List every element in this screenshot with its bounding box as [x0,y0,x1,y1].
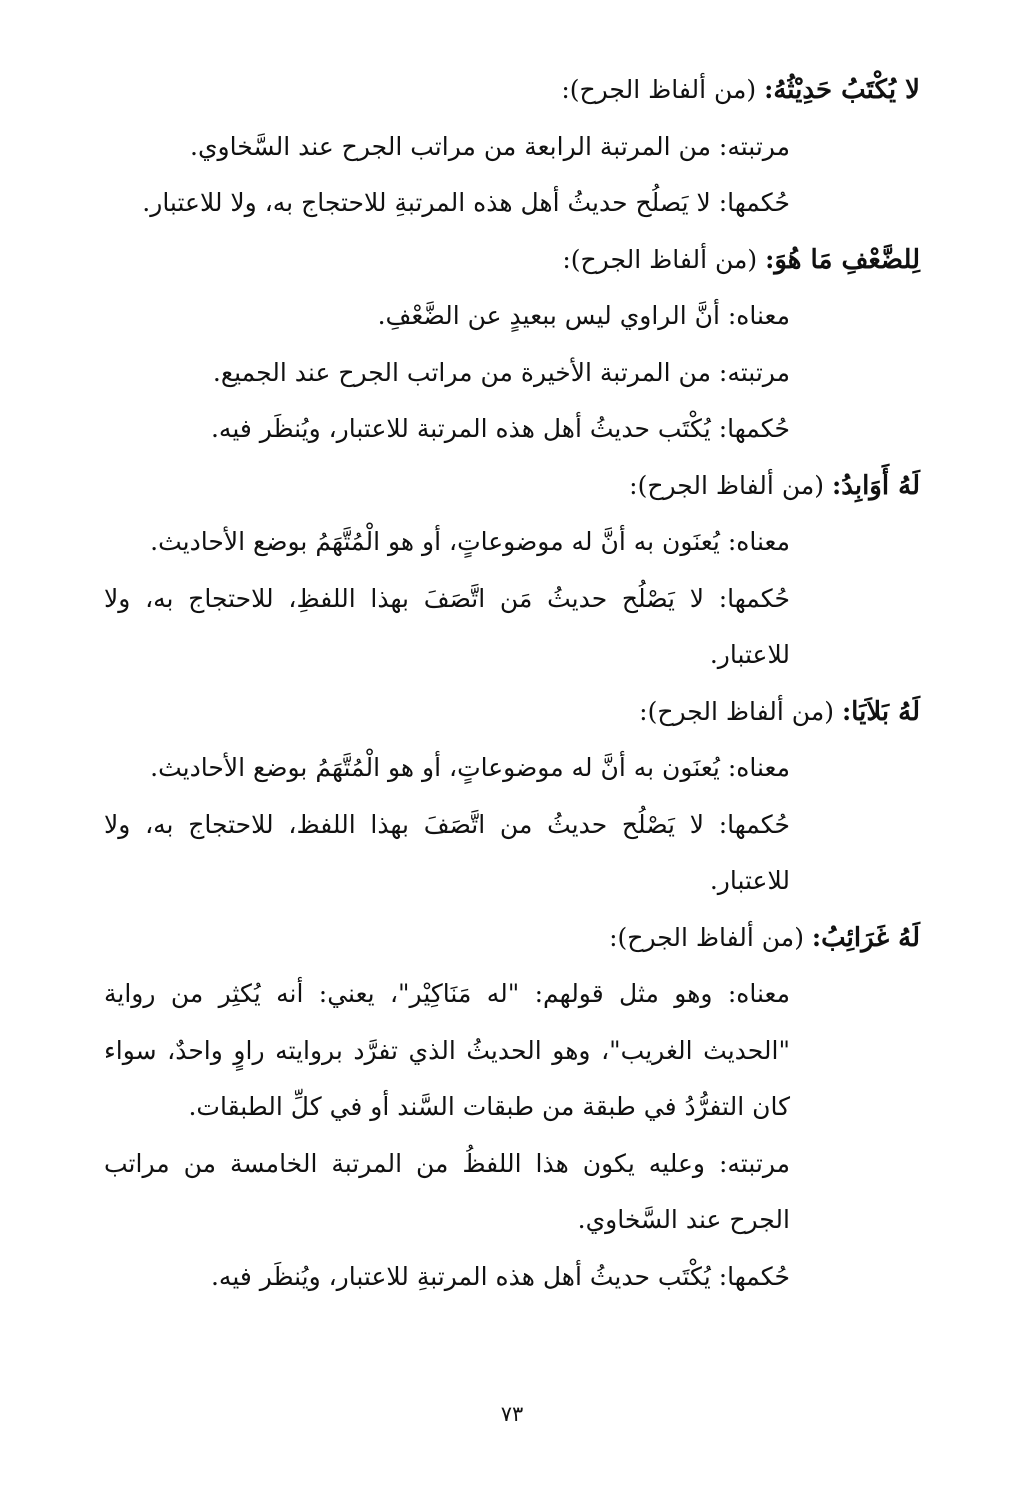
entry-line [104,797,920,910]
entry-label: مرتبته : [711,358,790,387]
entry-label: مرتبته : [705,1149,790,1178]
entry-label: حُكمها : [711,414,790,443]
entry-text: أنَّ الراوي ليس ببعيدٍ عن الضَّعْفِ. [377,301,720,330]
page-number: ٧٣ [500,1402,524,1426]
entry-text: يُكْتَب حديثُ أهل هذه المرتبةِ للاعتبار، ويُنظَر فيه. [210,1261,711,1291]
entry-line [104,514,920,571]
term-colon: : [811,922,822,952]
term-category: (من ألفاظ الجرح): [562,244,758,274]
term-word: لا يُكْتَبُ حَدِيْثُهُ [773,75,920,105]
entry-label: حُكمها : [704,810,790,839]
document-page [104,62,920,1305]
entry-label: معناه : [720,527,790,556]
entry-line [104,1249,920,1306]
term-heading [104,232,920,289]
entry-label: مرتبته : [711,132,790,161]
term-colon: : [764,75,774,104]
entry-line [104,288,920,345]
entry-line [104,175,920,232]
entry-line [104,740,920,797]
entry-label: حُكمها : [704,584,790,613]
entry-line [104,345,920,402]
term-heading [104,62,920,119]
term-colon: : [765,244,775,274]
entry-line [104,966,920,1136]
entry-text: وعليه يكون هذا اللفظُ من المرتبة الخامسة من مراتب الجرح عند السَّخاوي. [104,1148,790,1234]
entry-text: لا يَصْلُح حديثُ مَن اتَّصَفَ بهذا اللفظِ، للاحتجاج به، ولا للاعتبار. [104,583,790,669]
entry-text: لا يَصْلُح حديثُ من اتَّصَفَ بهذا اللفظ، للاحتجاج به، ولا للاعتبار. [104,809,790,895]
entry-text: لا يَصلُح حديثُ أهل هذه المرتبةِ للاحتجاج به، ولا للاعتبار. [142,188,711,217]
entry-text: يُعنَون به أنَّ له موضوعاتٍ، أو هو الْمُتَّهَمُ بوضع الأحاديث. [150,753,720,782]
term-heading [104,458,920,515]
term-category: (من ألفاظ الجرح): [639,696,834,726]
term-category: (من ألفاظ الجرح): [609,922,804,952]
entry-line [104,401,920,458]
entry-text: من المرتبة الأخيرة من مراتب الجرح عند الجميع. [212,357,711,387]
entry-text: من المرتبة الرابعة من مراتب الجرح عند السَّخاوي. [190,131,711,161]
entry-label: معناه : [712,979,790,1008]
term-colon: : [841,696,852,726]
entry-line [104,571,920,684]
entry-label: حُكمها : [711,188,790,217]
entry-label: معناه : [720,753,790,782]
term-category: (من ألفاظ الجرح): [629,470,824,500]
term-word: لَهُ بَلاَيَا [851,696,920,727]
term-word: لِلضَّعْفِ مَا هُوَ [774,244,920,275]
entry-label: معناه : [720,301,790,330]
term-word: لَهُ غَرَائِبُ [821,922,920,953]
term-category: (من ألفاظ الجرح): [561,75,757,104]
entry-text: وهو مثل قولهم: "له مَنَاكِيْر"، يعني: أنه يُكثِر من رواية "الحديث الغريب"، وهو الحديثُ الذي تفرَّد بروايته راوٍ واحدٌ، سواء كان التفرُّدُ في طبقة من طبقات السَّند أو في كلِّ الطبقات. [104,979,790,1121]
term-word: لَهُ أَوَابِدُ [841,470,920,501]
entry-text: يُكْتَب حديثُ أهل هذه المرتبة للاعتبار، ويُنظَر فيه. [210,414,711,443]
entry-label: حُكمها : [711,1262,790,1291]
entry-text: يُعنَون به أنَّ له موضوعاتٍ، أو هو الْمُتَّهَمُ بوضع الأحاديث. [150,527,720,556]
term-heading [104,684,920,741]
entry-line [104,119,920,176]
entry-line [104,1136,920,1249]
term-heading [104,910,920,967]
term-colon: : [831,470,842,500]
